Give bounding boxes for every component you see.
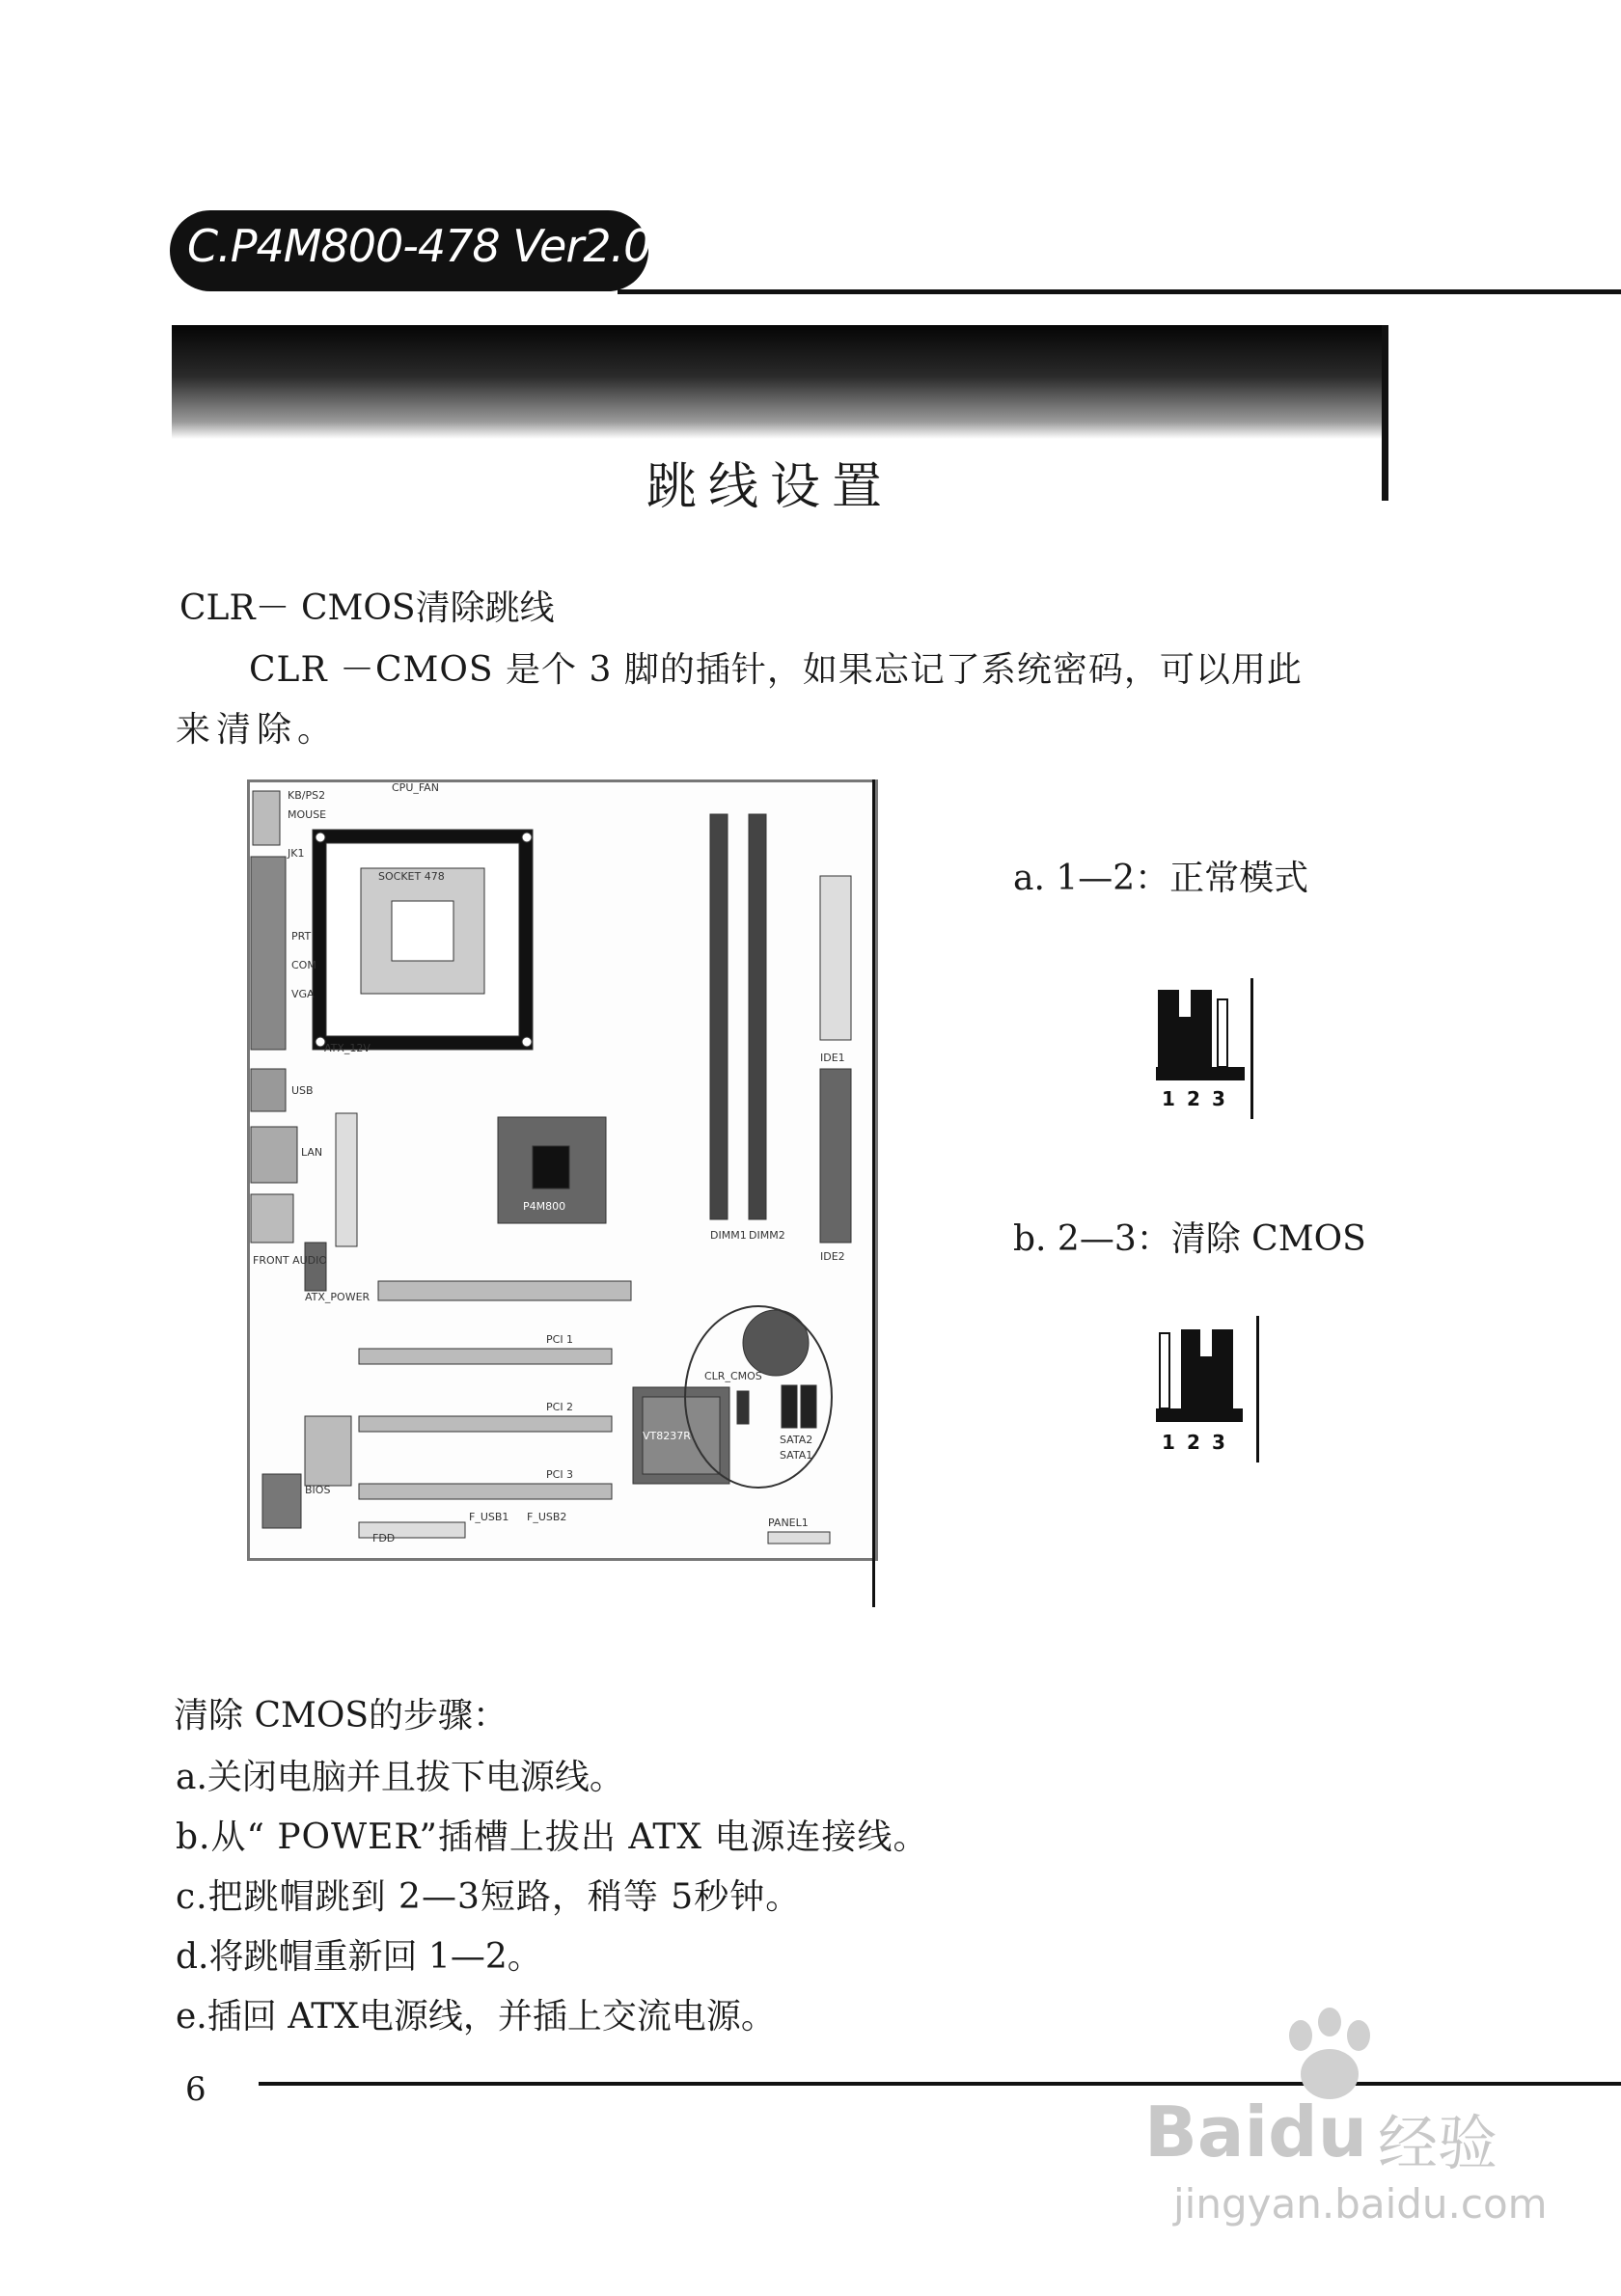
label-pci2: PCI 2 [546, 1401, 574, 1413]
intro-line-1: CLR －CMOS 是个 3 脚的插针，如果忘记了系统密码，可以用此 [249, 650, 1303, 690]
watermark-brand-cn: 经验 [1378, 2108, 1498, 2178]
step-b: b.从“ POWER”插槽上拔出 ATX 电源连接线。 [176, 1818, 929, 1857]
ide1-connector [820, 876, 851, 1040]
pci-slot-3 [359, 1484, 612, 1499]
step-a: a.关闭电脑并且拔下电源线。 [176, 1758, 624, 1797]
serial-vga-port [251, 857, 286, 1050]
motherboard-layout [247, 779, 872, 1555]
pin-1-post [1160, 1333, 1169, 1408]
label-atx-power: ATX_POWER [305, 1291, 371, 1303]
ps2-port [253, 791, 280, 845]
pin-1-label-b: 1 [1162, 1431, 1175, 1454]
label-f-usb1: F_USB1 [469, 1511, 509, 1523]
step-c: c.把跳帽跳到 2—3短路，稍等 5秒钟。 [176, 1877, 802, 1917]
banner-edge [1382, 325, 1388, 501]
label-atx-12v: ATX_12V [324, 1042, 371, 1054]
label-cpu-fan: CPU_FAN [392, 781, 439, 794]
label-pci1: PCI 1 [546, 1333, 574, 1346]
intro-line-2: 来清除。 [176, 710, 339, 750]
jumper-diagram-b [1148, 1312, 1264, 1466]
audio-port [251, 1194, 293, 1243]
pin-header-b [1156, 1408, 1243, 1422]
sata-connector-1 [782, 1385, 797, 1428]
bios-chip [305, 1416, 351, 1486]
pci-slot-2 [359, 1416, 612, 1432]
label-prt: PRT [291, 930, 312, 943]
steps-heading: 清除 CMOS的步骤： [174, 1696, 508, 1736]
step-d: d.将跳帽重新回 1—2。 [176, 1937, 542, 1977]
label-f-usb2: F_USB2 [527, 1511, 567, 1523]
jumper-diagram-a [1148, 974, 1264, 1119]
page-number: 6 [185, 2070, 206, 2109]
label-com: COM [291, 959, 316, 971]
agp-slot [378, 1281, 631, 1300]
usb-port [251, 1069, 286, 1111]
label-kb-ps2: KB/PS2 [288, 789, 326, 802]
label-lan: LAN [301, 1146, 323, 1159]
header-rule [618, 289, 1621, 294]
label-mouse: MOUSE [288, 808, 327, 821]
pin-3-label-b: 3 [1212, 1431, 1225, 1454]
clr-cmos-jumper [737, 1391, 749, 1424]
label-south-bridge: VT8237R [643, 1430, 691, 1442]
pin-3-post [1218, 999, 1227, 1067]
super-io-chip [262, 1474, 301, 1528]
section-banner [172, 325, 1387, 439]
label-bios: BIOS [305, 1484, 331, 1496]
footer-rule [259, 2082, 1621, 2086]
pin-2-label-a: 2 [1187, 1087, 1200, 1110]
label-sata1: SATA1 [780, 1449, 813, 1462]
atx-12v-header [336, 1113, 357, 1246]
pin-1-label-a: 1 [1162, 1087, 1175, 1110]
pin-2-label-b: 2 [1187, 1431, 1200, 1454]
front-audio-header [305, 1243, 326, 1291]
label-usb: USB [291, 1084, 314, 1097]
watermark-url: jingyan.baidu.com [1173, 2180, 1548, 2228]
pin-3-label-a: 3 [1212, 1087, 1225, 1110]
panel-header [768, 1532, 830, 1544]
label-chipset: P4M800 [523, 1200, 566, 1213]
label-panel: PANEL1 [768, 1517, 809, 1529]
label-ide2: IDE2 [820, 1250, 845, 1263]
label-vga: VGA [291, 988, 315, 1000]
jumper-mode-a: a. 1—2：正常模式 [1013, 859, 1309, 898]
label-sata2: SATA2 [780, 1434, 813, 1446]
cmos-heading: CLR－ CMOS清除跳线 [179, 588, 555, 628]
pin-header-a [1156, 1067, 1245, 1080]
lan-port [251, 1127, 297, 1183]
jumper-mode-b: b. 2—3：清除 CMOS [1013, 1219, 1366, 1259]
page-title: 跳线设置 [646, 458, 894, 516]
watermark-brand: Baidu [1144, 2091, 1367, 2173]
label-fdd: FDD [372, 1532, 396, 1544]
label-dimm1: DIMM1 [710, 1229, 747, 1242]
sata-connector-2 [801, 1385, 816, 1428]
dimm-slot-1 [710, 814, 728, 1219]
label-pci3: PCI 3 [546, 1468, 574, 1481]
model-name: C.P4M800-478 Ver2.0 [187, 220, 651, 272]
pci-slot-1 [359, 1349, 612, 1364]
dimm-slot-2 [749, 814, 766, 1219]
step-e: e.插回 ATX电源线，并插上交流电源。 [176, 1997, 776, 2036]
label-ide1: IDE1 [820, 1052, 845, 1064]
label-dimm2: DIMM2 [749, 1229, 785, 1242]
label-socket: SOCKET 478 [378, 870, 445, 883]
ide2-connector [820, 1069, 851, 1243]
diagram-divider [872, 779, 875, 1607]
label-front-audio: FRONT AUDIO [253, 1254, 328, 1267]
label-clr-cmos: CLR_CMOS [704, 1370, 762, 1382]
label-jk1: JK1 [288, 847, 305, 860]
